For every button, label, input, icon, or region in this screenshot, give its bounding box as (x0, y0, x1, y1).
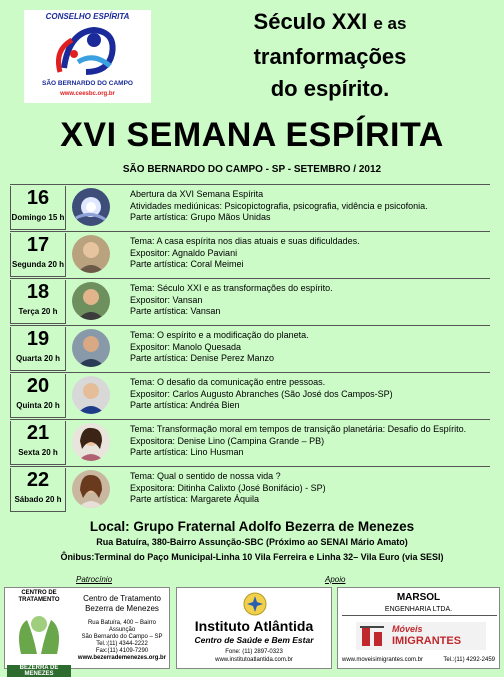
moveis-url: www.moveisimigrantes.com.br (342, 657, 424, 663)
moveis-tel: Tel.:(11) 4292-2459 (443, 657, 495, 663)
day-number: 17 (26, 234, 50, 256)
atlantida-tagline: Centro de Saúde e Bem Estar (194, 635, 314, 645)
date-box (10, 468, 66, 512)
title-line-1: Século XXI e as (253, 9, 407, 34)
logo-url: www.ceesbc.org.br (60, 91, 115, 97)
weekday-time: Terça 20 h (18, 307, 58, 316)
speaker-photo (72, 329, 110, 367)
logo-top-text: CONSELHO ESPÍRITA (45, 12, 130, 21)
date-box (10, 233, 66, 277)
day-number: 20 (26, 375, 50, 397)
schedule-row (0, 372, 504, 418)
title-line-2: tranformações (253, 44, 407, 69)
date-box (10, 421, 66, 465)
weekday-time: Sábado 20 h (14, 495, 62, 504)
title-line-3: do espírito. (270, 76, 390, 101)
marsol-name: MARSOL (396, 592, 441, 603)
event-address: Rua Batuíra, 380-Bairro Assunção-SBC (Próximo ao SENAI Mário Amato) (96, 537, 408, 547)
main-title: XVI SEMANA ESPÍRITA (60, 116, 444, 154)
bus-directions: Ônibus:Terminal do Paço Municipal-Linha 10 Vila Ferreira e Linha 32– Vila Euro (via SESI) (60, 552, 444, 562)
weekday-time: Quarta 20 h (15, 354, 60, 363)
event-subtitle: SÃO BERNARDO DO CAMPO - SP - SETEMBRO / 2012 (122, 164, 382, 175)
speaker-photo (72, 423, 110, 461)
atlantida-emblem-icon (243, 592, 267, 616)
event-location: Local: Grupo Fraternal Adolfo Bezerra de Menezes (89, 519, 415, 534)
day-number: 16 (26, 187, 50, 209)
row-description: Tema: Século XXI e as transformações do espírito. Expositor: Vansan Parte artística: Vansan (130, 283, 333, 316)
logo-bottom-text: SÃO BERNARDO DO CAMPO (41, 80, 133, 87)
sponsor-bezerra-de-menezes (4, 587, 170, 677)
bezerra-name-1: Centro de Tratamento (83, 594, 161, 603)
atlantida-url: www.institutoatlantida.com.br (215, 657, 293, 663)
row-description: Tema: O espírito e a modificação do planeta. Expositor: Manolo Quesada Parte artística: Denise Perez Manzo (130, 330, 309, 363)
day-number: 22 (26, 469, 50, 491)
sponsor-instituto-atlantida (176, 587, 332, 669)
spiritual-light-image (72, 188, 110, 226)
date-box (10, 186, 66, 230)
sponsor-marsol (337, 587, 500, 669)
row-description: Abertura da XVI Semana Espírita Atividades mediúnicas: Psicopictografia, psicografia, vidência e psicofonia. Parte artística: Grupo Mãos Unidas (130, 189, 428, 222)
bezerra-logo: CENTRO DE TRATAMENTO BEZERRA DE MENEZES (7, 590, 71, 668)
schedule-row (0, 466, 504, 512)
row-description: Tema: Transformação moral em tempos de transição planetária: Desafio do Espírito. Expositora: Denise Lino (Campina Grande – PB) Parte artística: Lino Husman (130, 424, 467, 457)
weekday-time: Sexta 20 h (18, 448, 58, 457)
moveis-imigrantes-logo: Móveis IMIGRANTES (356, 622, 486, 650)
speaker-photo (72, 235, 110, 273)
row-description: Tema: Qual o sentido de nossa vida ? Expositora: Ditinha Calixto (José Bonifácio) - SP) Parte artística: Margarete Áquila (130, 471, 326, 504)
day-number: 21 (26, 422, 50, 444)
schedule-row (0, 419, 504, 465)
hands-icon (7, 604, 71, 660)
apoio-label: Apoio (325, 575, 346, 584)
conselho-espirita-logo (24, 10, 151, 103)
row-description: Tema: A casa espírita nos dias atuais e suas dificuldades. Expositor: Agnaldo Paviani Parte artística: Coral Meimei (130, 236, 360, 269)
day-number: 18 (26, 281, 50, 303)
patrocinio-label: Patrocínio (76, 575, 113, 584)
schedule-row (0, 325, 504, 371)
marsol-sub: ENGENHARIA LTDA. (384, 606, 453, 613)
bezerra-contact: Rua Batuíra, 400 – Bairro Assunção São Bernardo do Campo – SP Tel.:(11) 4344-2222 Fax:(11) 4109-7290 www.bezerrademenezes.org.br (77, 620, 167, 661)
bezerra-name-2: Bezerra de Menezes (85, 604, 159, 613)
weekday-time: Quinta 20 h (16, 401, 60, 410)
weekday-time: Domingo 15 h (11, 213, 65, 222)
speaker-photo (72, 282, 110, 320)
schedule-row (0, 278, 504, 324)
atlantida-phone: Fone: (11) 2897-0323 (225, 649, 283, 655)
date-box (10, 280, 66, 324)
date-box (10, 327, 66, 371)
atlantida-name: Instituto Atlântida (194, 618, 314, 634)
logo-emblem-icon (24, 10, 151, 103)
day-number: 19 (26, 328, 50, 350)
row-description: Tema: O desafio da comunicação entre pessoas. Expositor: Carlos Augusto Abranches (São José dos Campos-SP) Parte artística: Andréa Bien (130, 377, 393, 410)
schedule-row (0, 184, 504, 230)
moveis-icon (360, 624, 386, 648)
speaker-photo (72, 376, 110, 414)
date-box (10, 374, 66, 418)
weekday-time: Segunda 20 h (11, 260, 64, 269)
speaker-photo (72, 470, 110, 508)
schedule-row (0, 231, 504, 277)
